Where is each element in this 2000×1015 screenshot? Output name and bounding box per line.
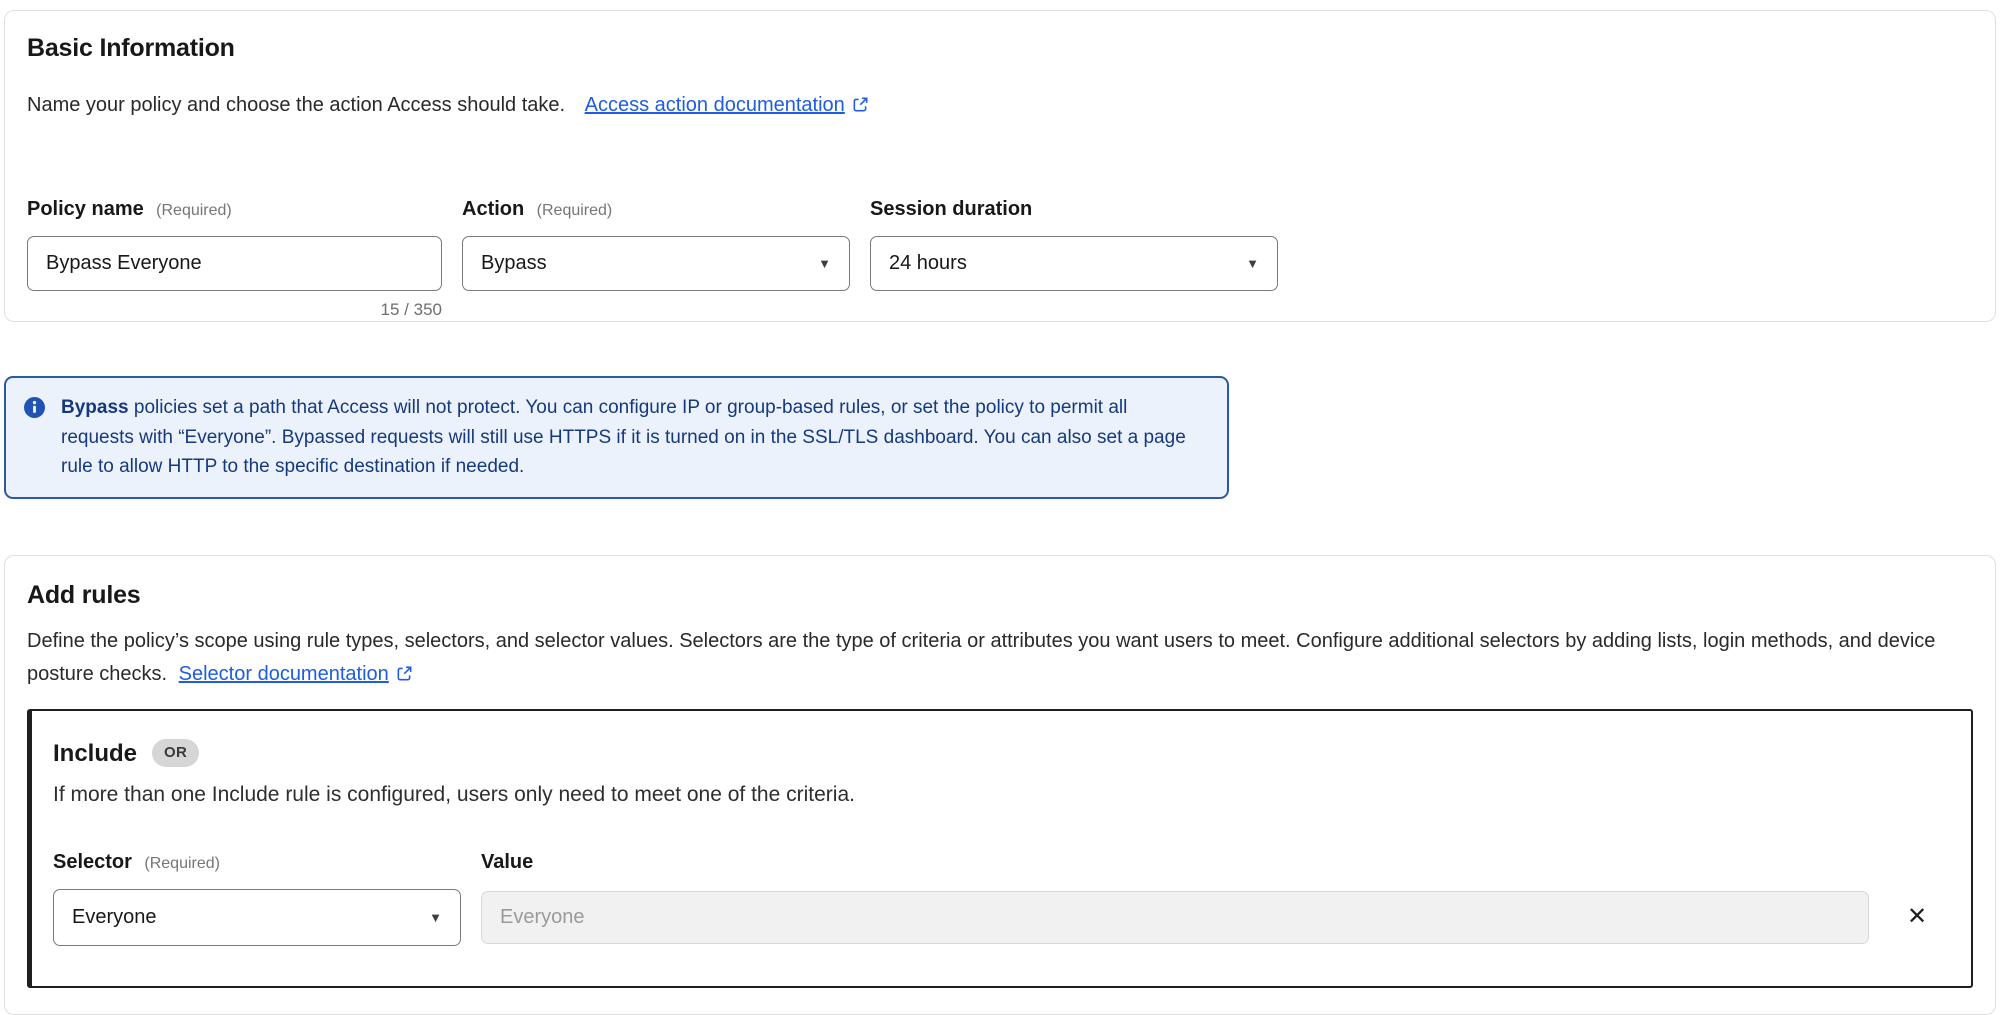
action-required-tag: (Required) xyxy=(536,202,613,219)
external-link-icon xyxy=(852,91,869,124)
selector-required-tag: (Required) xyxy=(144,854,220,872)
basic-information-card xyxy=(4,10,1996,322)
selector-documentation-link[interactable]: Selector documentation xyxy=(179,663,413,685)
basic-information-title: Basic Information xyxy=(27,34,235,62)
basic-information-description-text: Name your policy and choose the action Access should take. xyxy=(27,94,566,116)
session-duration-select[interactable] xyxy=(870,236,1278,291)
or-badge: OR xyxy=(152,739,199,767)
bypass-info-text: Bypass policies set a path that Access will not protect. You can configure IP or group-based rules, or set the policy to permit all requests with “Everyone”. Bypassed requests will still use HTTPS if it is turned on in the SSL/TLS dashboard. You can also set a page rule to allow HTTP to the specific destination if needed. xyxy=(61,397,1186,477)
add-rules-description-text: Define the policy’s scope using rule types, selectors, and selector values. Selectors are the type of criteria or attributes you want users to meet. Configure additional selectors by adding lists, login methods, and device posture checks. xyxy=(27,629,1936,685)
action-label: Action xyxy=(462,198,525,220)
selector-label: Selector xyxy=(53,850,132,873)
info-icon xyxy=(24,397,45,418)
basic-information-fields xyxy=(27,198,1973,320)
add-rules-title: Add rules xyxy=(27,580,141,609)
include-description: If more than one Include rule is configured, users only need to meet one of the criteria. xyxy=(53,782,855,806)
include-rule-group xyxy=(27,709,1973,988)
action-field xyxy=(462,198,850,320)
add-rules-card xyxy=(4,555,1996,1015)
selector-field xyxy=(53,851,461,946)
bypass-info-banner xyxy=(4,376,1229,499)
value-input xyxy=(481,891,1869,944)
policy-name-required-tag: (Required) xyxy=(156,202,232,219)
value-label: Value xyxy=(481,850,534,873)
chevron-down-icon: ▼ xyxy=(1246,256,1259,271)
access-action-documentation-link[interactable]: Access action documentation xyxy=(585,94,869,116)
include-title: Include xyxy=(53,739,138,767)
chevron-down-icon: ▼ xyxy=(818,256,831,271)
add-rules-description xyxy=(27,625,1973,693)
policy-name-input[interactable] xyxy=(27,236,442,291)
action-select-value: Bypass xyxy=(481,252,547,274)
policy-name-label: Policy name xyxy=(27,198,144,220)
chevron-down-icon: ▼ xyxy=(429,909,442,925)
bypass-info-bold: Bypass xyxy=(61,397,129,418)
basic-information-description xyxy=(27,89,1973,124)
policy-name-field xyxy=(27,198,442,320)
selector-select-value: Everyone xyxy=(72,905,157,928)
include-rule-row xyxy=(53,851,1945,946)
remove-rule-button[interactable]: ✕ xyxy=(1899,898,1935,934)
value-field xyxy=(481,851,1869,944)
session-duration-field xyxy=(870,198,1278,320)
session-duration-select-value: 24 hours xyxy=(889,252,967,274)
action-select[interactable] xyxy=(462,236,850,291)
selector-select[interactable] xyxy=(53,889,461,946)
policy-name-char-counter: 15 / 350 xyxy=(380,300,442,319)
external-link-icon xyxy=(396,660,413,693)
session-duration-label: Session duration xyxy=(870,198,1033,220)
